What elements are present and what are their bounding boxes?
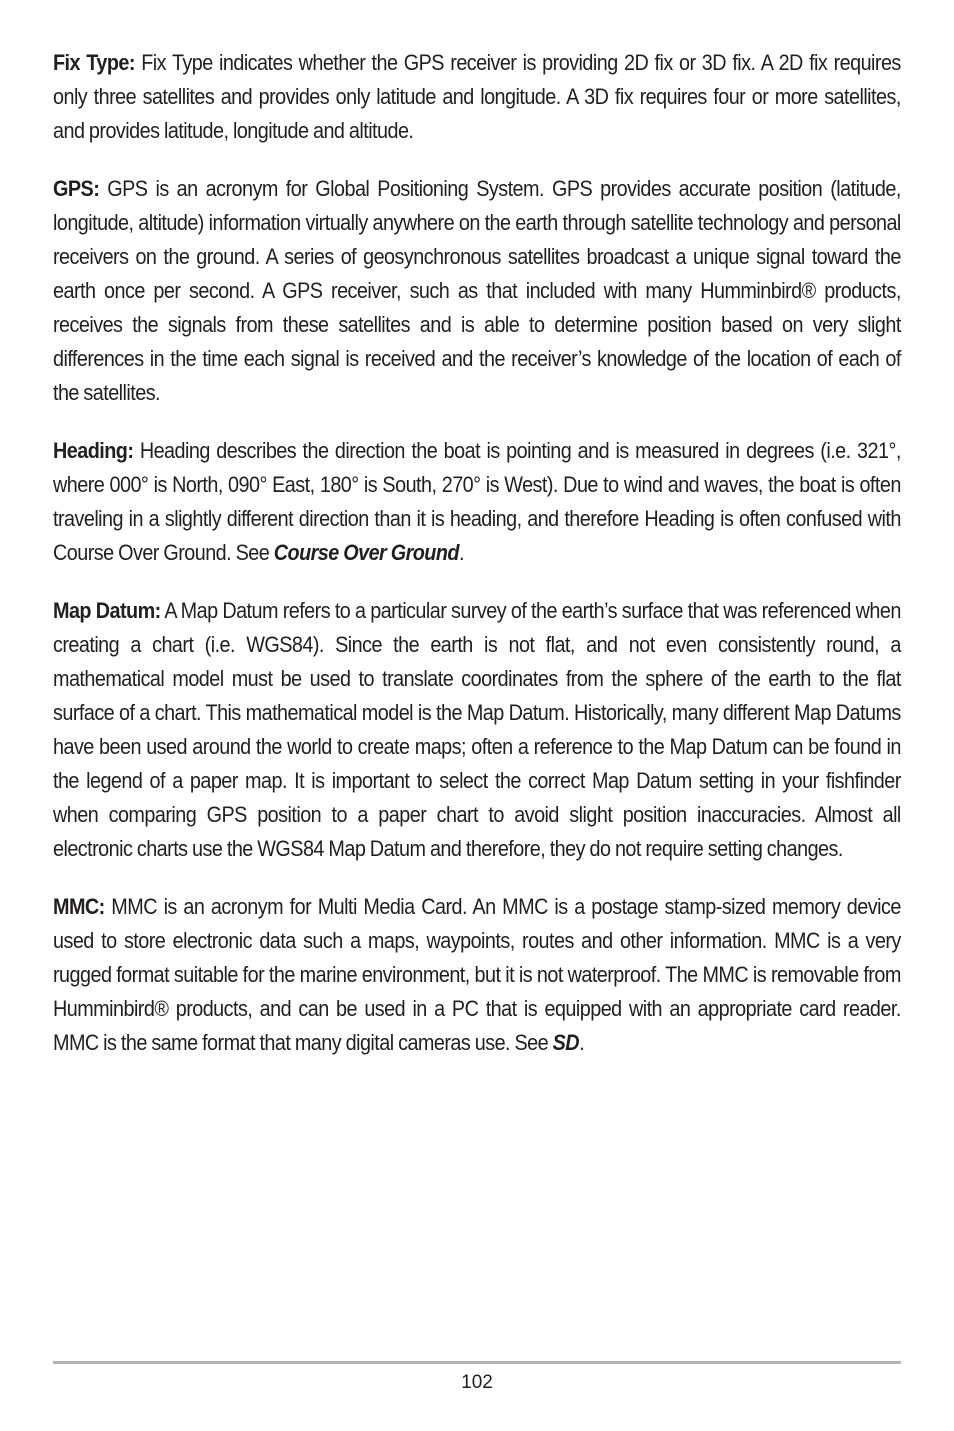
glossary-term: Map Datum:	[53, 598, 161, 623]
footer-divider	[53, 1361, 901, 1364]
glossary-term: MMC:	[53, 894, 105, 919]
glossary-term: GPS:	[53, 176, 100, 201]
glossary-entry-fix-type	[53, 46, 901, 148]
cross-reference-link[interactable]: Course Over Ground	[273, 540, 459, 565]
glossary-definition: GPS is an acronym for Global Positioning System. GPS provides accurate position (latitude, longitude, altitude) information virtually anywhere on the earth through satellite technology and personal receivers on the ground. A series of geosynchronous satellites broadcast a unique signal toward the earth once per second. A GPS receiver, such as that included with many Humminbird® products, receives the signals from these satellites and is able to determine position based on very slight differences in the time each signal is received and the receiver’s knowledge of the location of each of the satellites.	[53, 176, 901, 405]
glossary-definition-end: .	[579, 1030, 585, 1055]
glossary-entry-gps	[53, 172, 901, 410]
glossary-definition-end: .	[458, 540, 464, 565]
glossary-definition: A Map Datum refers to a particular survey of the earth’s surface that was referenced when creating a chart (i.e. WGS84). Since the earth is not flat, and not even consistently round, a mathematical model must be used to translate coordinates from the sphere of the earth to the flat surface of a chart. This mathematical model is the Map Datum. Historically, many different Map Datums have been used around the world to create maps; often a reference to the Map Datum can be found in the legend of a paper map. It is important to select the correct Map Datum setting in your fishfinder when comparing GPS position to a paper chart to avoid slight position inaccuracies. Almost all electronic charts use the WGS84 Map Datum and therefore, they do not require setting changes.	[53, 598, 901, 861]
glossary-entry-mmc	[53, 890, 901, 1060]
glossary-definition: MMC is an acronym for Multi Media Card. An MMC is a postage stamp-sized memory device used to store electronic data such a maps, waypoints, routes and other information. MMC is a very rugged format suitable for the marine environment, but it is not waterproof. The MMC is removable from Humminbird® products, and can be used in a PC that is equipped with an appropriate card reader. MMC is the same format that many digital cameras use. See	[53, 894, 901, 1055]
glossary-term: Heading:	[53, 438, 134, 463]
glossary-entry-heading	[53, 434, 901, 570]
glossary-content	[53, 46, 901, 1084]
glossary-entry-map-datum	[53, 594, 901, 866]
glossary-term: Fix Type:	[53, 50, 135, 75]
cross-reference-link[interactable]: SD	[552, 1030, 580, 1055]
glossary-definition: Fix Type indicates whether the GPS receiver is providing 2D fix or 3D fix. A 2D fix requires only three satellites and provides only latitude and longitude. A 3D fix requires four or more satellites, and provides latitude, longitude and altitude.	[53, 50, 901, 143]
glossary-definition: Heading describes the direction the boat is pointing and is measured in degrees (i.e. 321°, where 000° is North, 090° East, 180° is South, 270° is West). Due to wind and waves, the boat is often traveling in a slightly different direction than it is heading, and therefore Heading is often confused with Course Over Ground. See	[53, 438, 901, 565]
page-number: 102	[461, 1372, 493, 1393]
